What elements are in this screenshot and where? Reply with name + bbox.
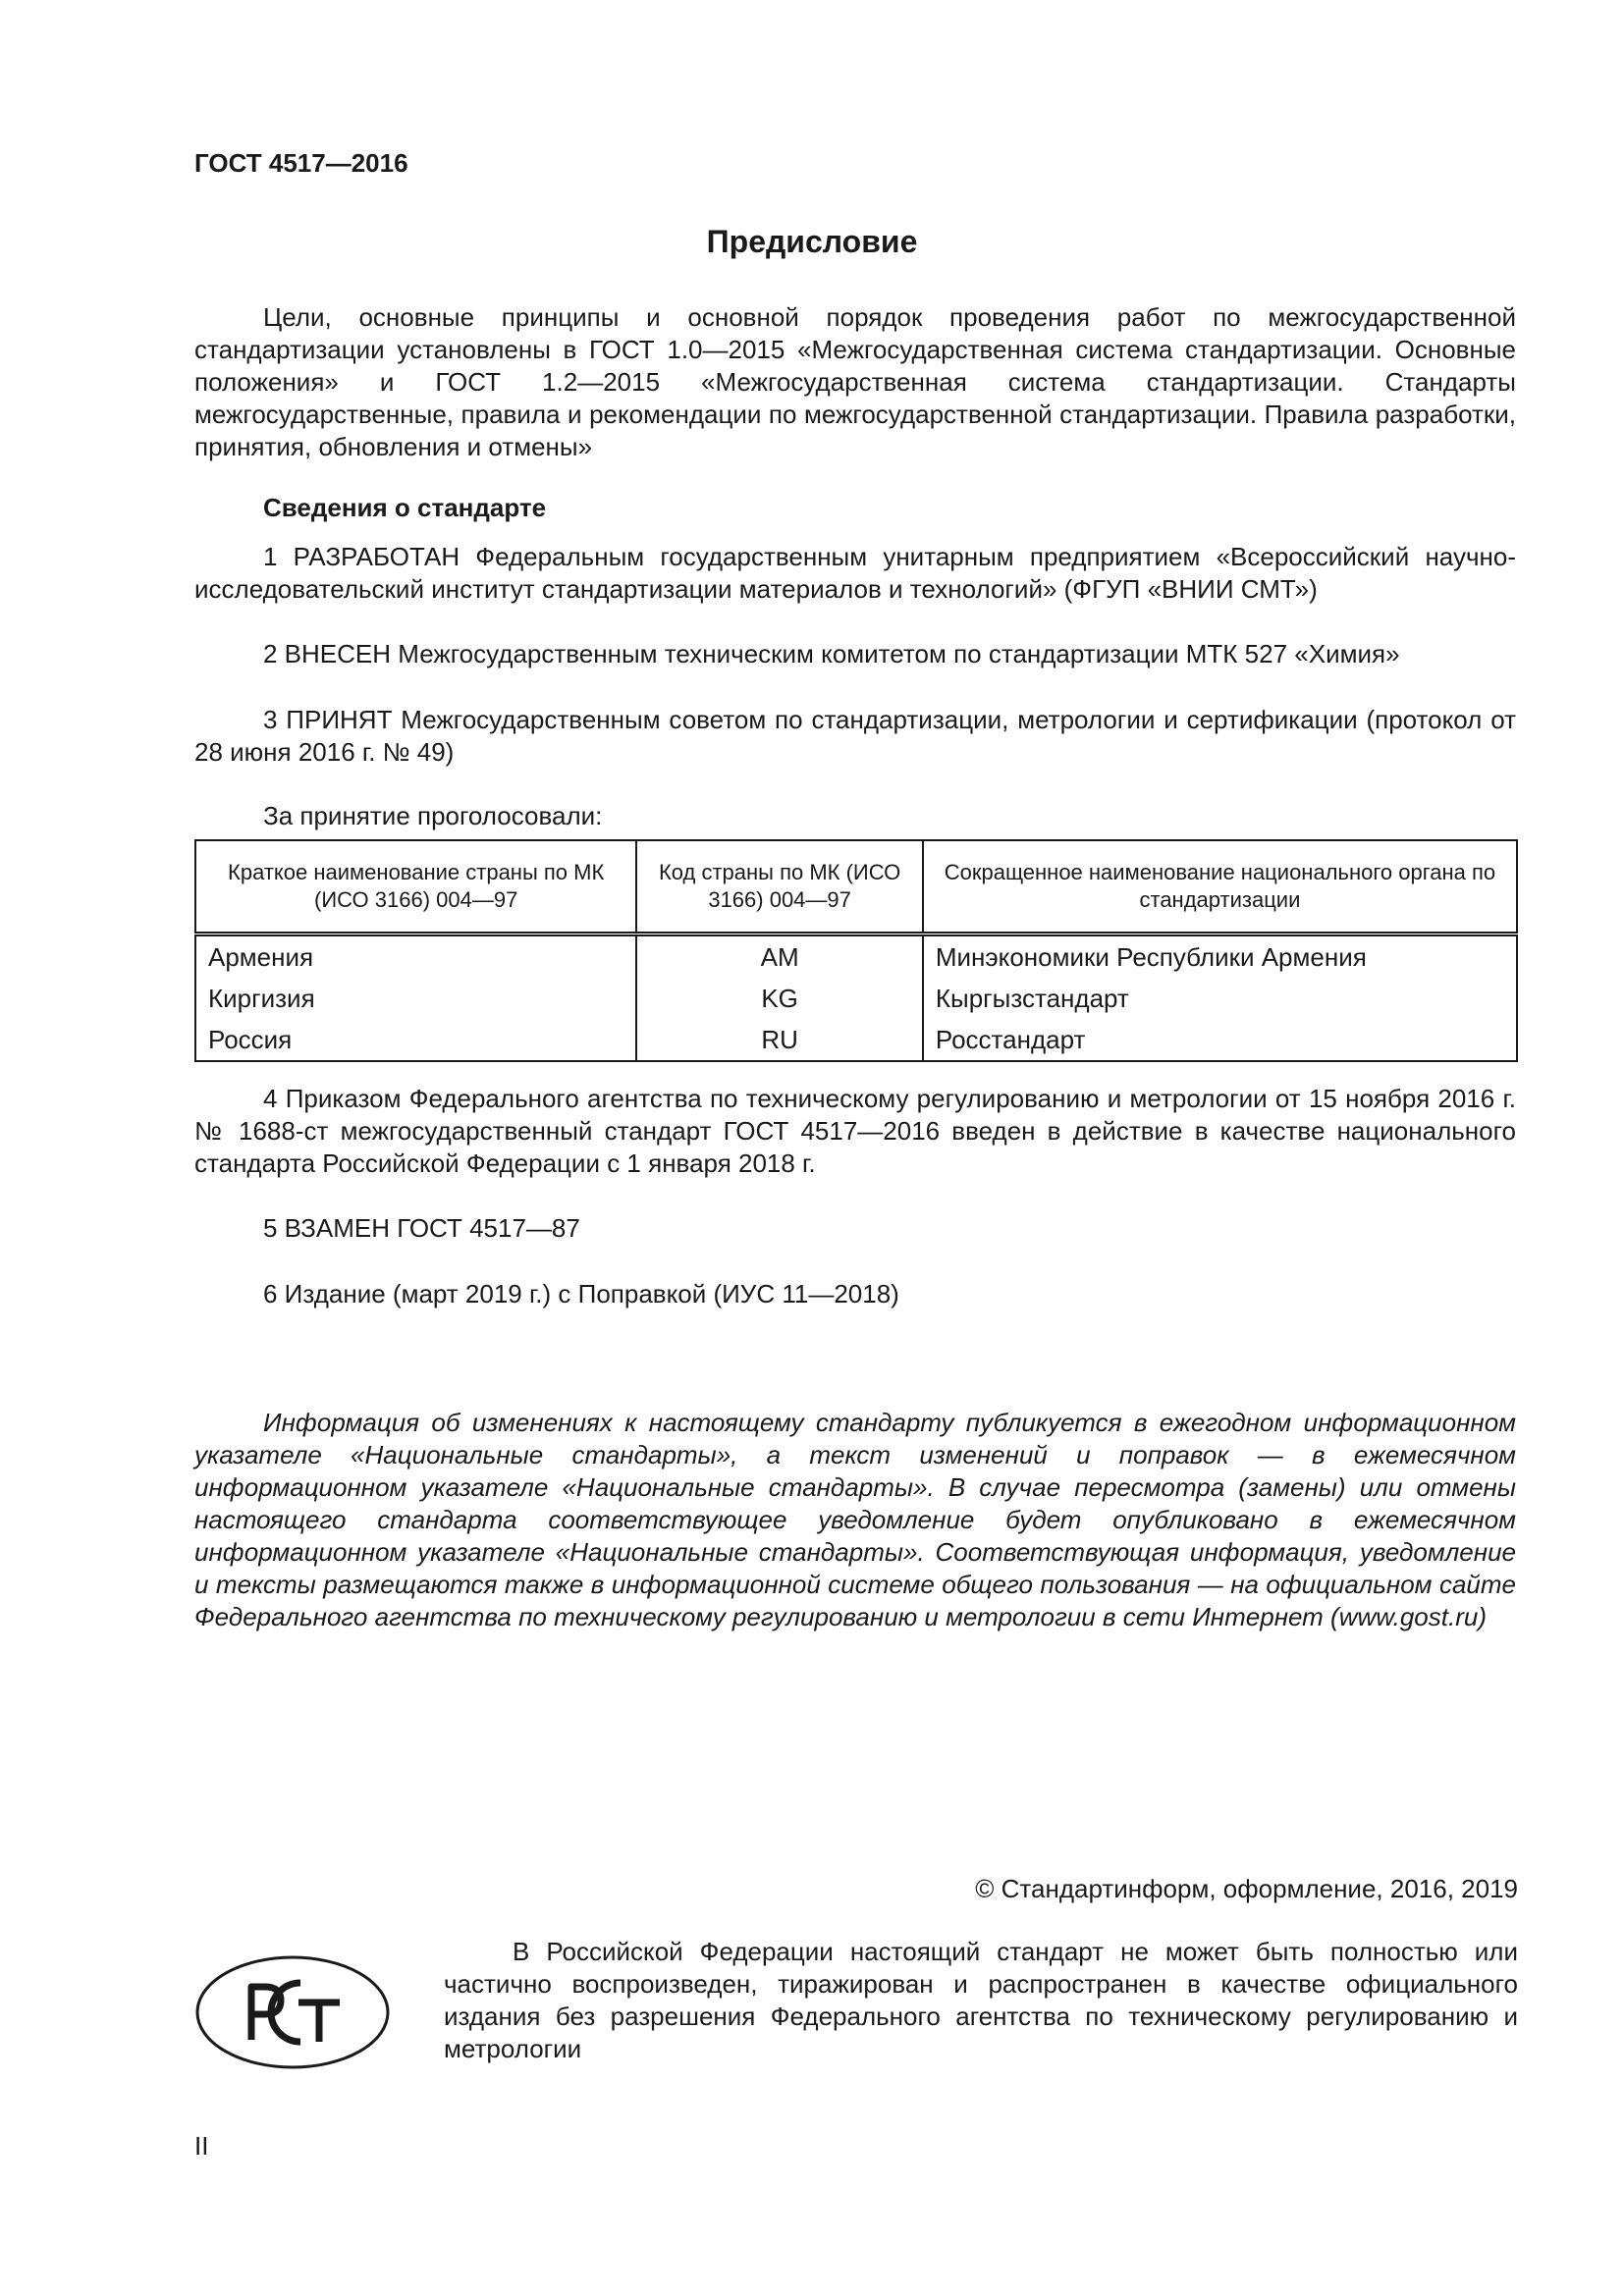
country-code: AM — [636, 934, 923, 979]
copyright-line: © Стандартинформ, оформление, 2016, 2019 — [975, 1874, 1518, 1903]
item-1 — [194, 541, 1516, 606]
item-3 — [194, 704, 1516, 769]
votes-table — [194, 839, 1518, 1062]
country-code: KG — [636, 978, 923, 1019]
info-notice — [194, 1407, 1516, 1633]
item-6 — [194, 1278, 1516, 1310]
item-4 — [194, 1083, 1516, 1180]
section-heading: Сведения о стандарте — [263, 493, 547, 522]
table-row — [195, 1019, 1517, 1061]
item-2-text: 2 ВНЕСЕН Межгосударственным техническим комитетом по стандартизации МТК 527 «Химия» — [263, 639, 1400, 668]
page-number: II — [194, 2131, 209, 2161]
votes-intro: За принятие проголосовали: — [263, 801, 603, 830]
column-header-national-body: Сокращенное наименование национального органа по стандартизации — [923, 840, 1517, 934]
column-header-country-code: Код страны по МК (ИСО 3166) 004—97 — [636, 840, 923, 934]
item-1-text: 1 РАЗРАБОТАН Федеральным государственным унитарным предприятием «Всероссийский научно-исследовательский институт стандартизации материалов и технологий» (ФГУП «ВНИИ СМТ») — [194, 542, 1516, 604]
national-body: Кыргызстандарт — [923, 978, 1517, 1019]
reproduction-notice-text: В Российской Федерации настоящий стандарт не может быть полностью или частично воспроизведен, тиражирован и распространен в качестве официального издания без разрешения Федерального агентства по техническому регулированию и метрологии — [444, 1937, 1518, 2063]
column-header-country-name: Краткое наименование страны по МК (ИСО 3166) 004—97 — [195, 840, 636, 934]
item-3-text: 3 ПРИНЯТ Межгосударственным советом по стандартизации, метрологии и сертификации (протокол от 28 июня 2016 г. № 49) — [194, 705, 1516, 767]
item-6-text: 6 Издание (март 2019 г.) с Поправкой (ИУС 11—2018) — [263, 1279, 899, 1308]
national-body: Минэкономики Республики Армения — [923, 934, 1517, 979]
intro-text: Цели, основные принципы и основной порядок проведения работ по межгосударственной стандартизации установлены в ГОСТ 1.0—2015 «Межгосударственная система стандартизации. Основные положения» и ГОСТ 1.2—2015 «Межгосударственная система стандартизации. Стандарты межгосударственные, правила и рекомендации по межгосударственной стандартизации. Правила разработки, принятия, обновления и отмены» — [194, 302, 1516, 461]
item-2 — [194, 638, 1516, 670]
intro-paragraph — [194, 301, 1516, 463]
country-code: RU — [636, 1019, 923, 1061]
item-5-text: 5 ВЗАМЕН ГОСТ 4517—87 — [263, 1213, 580, 1243]
reproduction-notice — [444, 1936, 1518, 2065]
item-4-text: 4 Приказом Федерального агентства по техническому регулированию и метрологии от 15 ноября 2016 г. № 1688-ст межгосударственный стандарт ГОСТ 4517—2016 введен в действие в качестве национального стандарта Российской Федерации с 1 января 2018 г. — [194, 1084, 1516, 1178]
table-header-row — [195, 840, 1517, 934]
page-title: Предисловие — [706, 224, 918, 259]
country-name: Армения — [195, 934, 636, 979]
rst-certification-mark-icon — [194, 1953, 391, 2071]
table-row — [195, 934, 1517, 979]
table-row — [195, 978, 1517, 1019]
document-code: ГОСТ 4517—2016 — [194, 148, 408, 178]
country-name: Россия — [195, 1019, 636, 1061]
item-5 — [194, 1212, 1516, 1245]
country-name: Киргизия — [195, 978, 636, 1019]
info-notice-text: Информация об изменениях к настоящему стандарту публикуется в ежегодном информационном указателе «Национальные стандарты», а текст изменений и поправок — в ежемесячном информационном указателе «Национальные стандарты». В случае пересмотра (замены) или отмены настоящего стандарта соответствующее уведомление будет опубликовано в ежемесячном информационном указателе «Национальные стандарты». Соответствующая информация, уведомление и тексты размещаются также в информационной системе общего пользования — на официальном сайте Федерального агентства по техническому регулированию и метрологии в сети Интернет (www.gost.ru) — [194, 1408, 1516, 1631]
national-body: Росстандарт — [923, 1019, 1517, 1061]
